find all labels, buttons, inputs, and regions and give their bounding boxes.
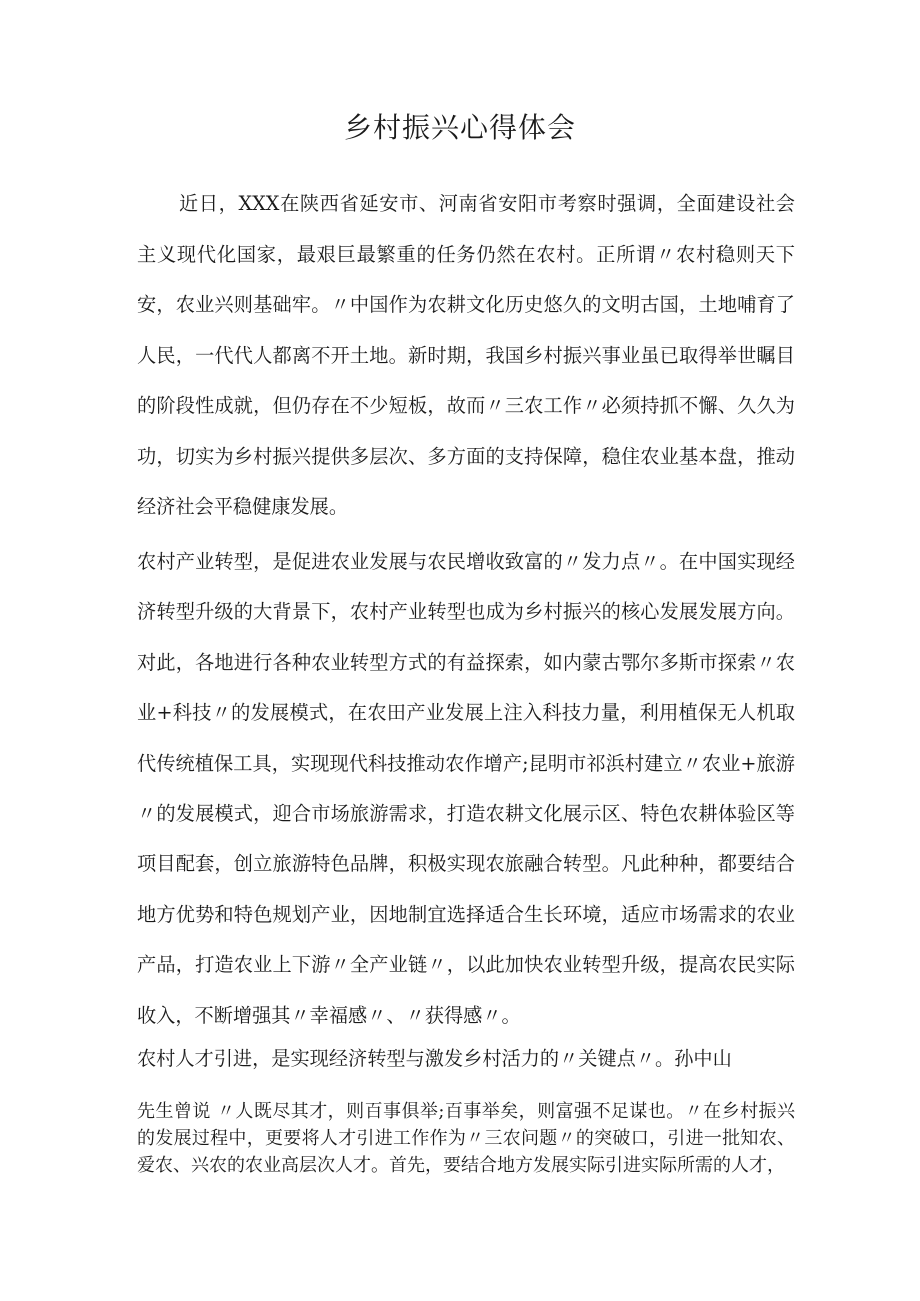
paragraph-talent-heading: 农村人才引进，是实现经济转型与激发乡村活力的〃关键点〃。孙中山 [137, 1047, 732, 1070]
paragraph-talent-body: 先生曾说 〃人既尽其才，则百事俱举;百事举矣，则富强不足谋也。〃在乡村振兴的发展过程中，更要将人才引进工作作为〃三农问题〃的突破口，引进一批知农、爱农、兴农的农业高层次人才。首先，要结合地方发展实际引进实际所需的人才， [137, 1101, 795, 1176]
paragraph-intro: 近日，XXX在陕西省延安市、河南省安阳市考察时强调，全面建设社会主义现代化国家，最艰巨最繁重的任务仍然在农村。正所谓〃农村稳则天下安，农业兴则基础牢。〃中国作为农耕文化历史悠久的文明古国，土地哺育了人民，一代代人都离不开土地。新时期，我国乡村振兴事业虽已取得举世瞩目的阶段性成就，但仍存在不少短板，故而〃三农工作〃必须持抓不懈、久久为功，切实为乡村振兴提供多层次、多方面的支持保障，稳住农业基本盘，推动经济社会平稳健康发展。 [137, 192, 795, 518]
paragraph-industry: 农村产业转型，是促进农业发展与农民增收致富的〃发力点〃。在中国实现经济转型升级的大背景下，农村产业转型也成为乡村振兴的核心发展发展方向。对此，各地进行各种农业转型方式的有益探索，如内蒙古鄂尔多斯市探索〃农业+科技〃的发展模式，在农田产业发展上注入科技力量，利用植保无人机取代传统植保工具，实现现代科技推动农作增产;昆明市祁浜村建立〃农业+旅游〃的发展模式，迎合市场旅游需求，打造农耕文化展示区、特色农耕体验区等项目配套，创立旅游特色品牌，积极实现农旅融合转型。凡此种种，都要结合地方优势和特色规划产业，因地制宜选择适合生长环境，适应市场需求的农业产品，打造农业上下游〃全产业链〃，以此加快农业转型升级，提高农民实际收入，不断增强其〃幸福感〃、〃获得感〃。 [137, 550, 795, 1027]
document-title: 乡村振兴心得体会 [343, 111, 576, 144]
